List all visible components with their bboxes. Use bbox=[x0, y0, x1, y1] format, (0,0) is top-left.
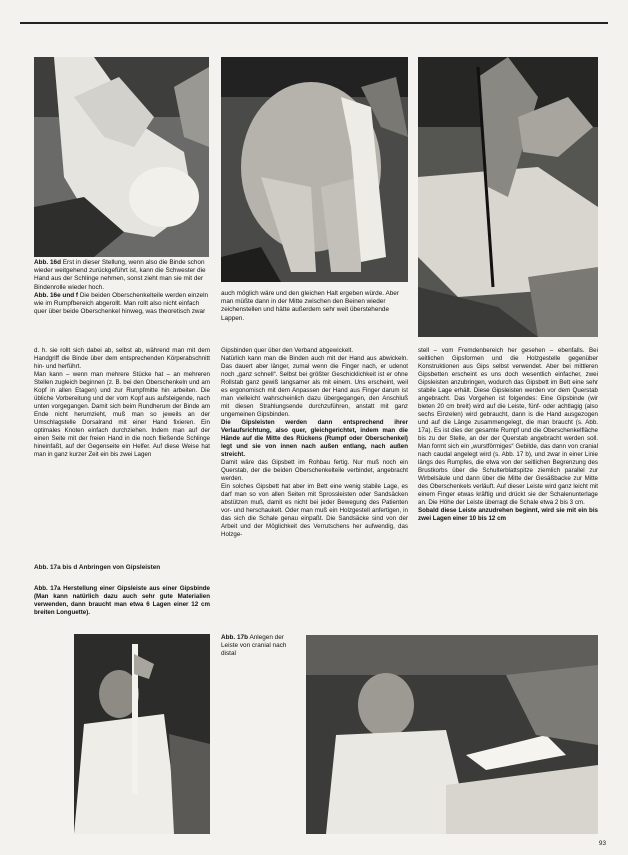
photo-fig17b bbox=[306, 635, 598, 834]
photo-fig16e bbox=[221, 57, 408, 282]
caption-fig17b-label: Abb. 17b bbox=[221, 634, 248, 641]
text-column-2 bbox=[221, 347, 408, 539]
text-column-3 bbox=[418, 347, 598, 523]
caption-fig16e-cont: auch möglich wäre und den gleichen Halt ergeben würde. Aber man müßte dann in der Mitte zwischen den Beinen wieder zeichenstellen und hätte außerdem sehr weit überstehende Lappen. bbox=[221, 290, 399, 322]
col2-para3: Die Gipsleisten werden dann entsprechend ihrer Verlaufsrichtung, also quer, gleichgerichtet, indem man die Hände auf die Mitte des Rückens (Rumpf oder Oberschenkel) legt und sie von innen nach außen entlang, nach außen streicht. bbox=[221, 419, 408, 458]
col3-para1: stell – vom Fremdenbereich her gesehen – ebenfalls. Bei seitlichen Gipsformen und die Holzgestelle gegenüber Konstruktionen aus Gips selbst verwendet. Aber bei mittleren Gipsbetten erscheint es uns doch wesentlich einfacher, zwei Gipsleisten anzubringen, wodurch das Gipsbett im Bett eine sehr stabile Lage erhält. Diese Gipsleisten werden vor dem Querstab angebracht. Das Vorgehen ist folgendes: Eine Gipsbinde (wir bieten 20 cm breit) wird auf die Leiste, fünf- oder achtlagig (also sechs Einzelen) wird gebraucht, dann is die Hand ausgezogen und auf die Länge zusammengelegt, die man braucht (s. Abb. 17a). Es ist dies der gesamte Rumpf und die Oberschenkelfläche bis zu der Stelle, an der der Querstab angebracht werden soll. Man formt sich ein „wurstförmiges“ Gebilde, das dann von cranial nach caudal angelegt wird (s. Abb. 17 b), und zwar in einer Linie längs des Rumpfes, die etwa von der seitlichen Begrenzung des Brustkorbs über die Schulterblattspitze ziemlich parallel zur Wirbelsäule und dann über die Mitte der Gesäßbacke zur Mitte des Oberschenkels verläuft. Auf dieser Leiste wird ganz leicht mit einem Finger etwas kräftig und drückt sie der Schalenunterlage an. Die Höhe der Leiste überragt die Schale etwa 2 bis 3 cm. bbox=[418, 347, 598, 506]
caption-fig17b bbox=[221, 634, 301, 659]
top-rule bbox=[20, 22, 608, 24]
col2-para2: Natürlich kann man die Binden auch mit der Hand aus abwickeln. Das dauert aber länger, zumal wenn die Finger nach, er udenot noch „ganz schnell“. Selbst bei größter Geschicklichkeit ist er ohne Rollstab ganz gewiß langsamer als mit einem. Uns erscheint, weil es ergonomisch mit dem Anpassen der Hand aus Finger darum ist man vielleicht wahrscheinlich dazu übergegangen, den Anschluß mit diesen Strahlungsende durchzuführen, anstatt mit ganz ungemeinen Gipsbinden. bbox=[221, 355, 408, 418]
page-number: 93 bbox=[598, 840, 606, 847]
photo-fig16d bbox=[34, 57, 209, 257]
col2-para5: Ein solches Gipsbett hat aber im Bett eine wenig stabile Lage, es darf man so von allen Seiten mit Sprossleisten oder Sandsäcken abstützen muß, damit es nicht bei jeder Bewegung des Patienten vor- und herschaukelt. Oder man muß ein Holzgestell anfertigen, in das sich die Schale genau einpaßt. Die Sandsäcke sind von der Arbeit und der Möglichkeit des Verrutschens her aufwendig, das Holzge- bbox=[221, 483, 408, 538]
col1-para3: Abb. 17a Herstellung einer Gipsleiste aus einer Gipsbinde (Man kann natürlich dazu auch sehr gute Materialien verwenden, dann braucht man etwa 6 Lagen einer 12 cm breiten Longuette). bbox=[34, 585, 210, 616]
col2-para4: Damit wäre das Gipsbett im Rohbau fertig. Nur muß noch ein Querstab, der die beiden Oberschenkelteile verbindet, angebracht werden. bbox=[221, 459, 408, 482]
caption-fig16d bbox=[34, 259, 210, 292]
caption-fig16e bbox=[34, 292, 210, 317]
section-heading-17: Abb. 17a bis d Anbringen von Gipsleisten bbox=[34, 564, 161, 571]
col3-para2: Sobald diese Leiste anzudrehen beginnt, wird sie mit ein bis zwei Lagen einer 10 bis 12 cm bbox=[418, 507, 598, 522]
caption-fig16d-text: Erst in dieser Stellung, wenn also die Binde schon wieder weitgehend zurückgeführt ist, kann die Schwester die Hand aus der Schlinge nehmen, sonst zieht man sie mit der Bindenrolle wieder hoch. bbox=[34, 259, 206, 291]
caption-fig17b-text: Anlegen der Leiste von cranial nach distal bbox=[221, 634, 287, 658]
caption-fig16d-label: Abb. 16d bbox=[34, 259, 61, 266]
col1-para1: d. h. sie rollt sich dabei ab, selbst ab, während man mit dem Handgriff die Binde über dem entsprechenden Körperabschnitt hin- und herführt. bbox=[34, 347, 210, 370]
text-column-1 bbox=[34, 347, 210, 459]
col1-para2: Man kann – wenn man mehrere Stücke hat – an mehreren Stellen zugleich beginnen (z. B. bei den Oberschenkeln und am Kopf in allen Etagen) und zur Rumpfmitte hin arbeiten. Die übliche Vorbereitung und der vom Kopf aus aufsteigende, nach unten vorgegangen. Damit sich beim Rundherum der Binde am Ende nicht herumzieht, muß man so jeweils an der Umschlagstelle Dorsalrand mit einer Hand fixieren. Ein optimales Knoten einfach durchziehen. Indem man auf der einen Seite mit der freien Hand in die noch fließende Schlinge hineinfaßt, auf der Gegenseite ein Helfer. Auf diese Weise hat man in ganz kurzer Zeit ein bis zwei Lagen bbox=[34, 371, 210, 458]
photo-fig17a bbox=[74, 634, 210, 834]
caption-fig16e-label: Abb. 16e und f bbox=[34, 292, 79, 299]
caption-fig16e-text: Die beiden Oberschenkelteile werden einzeln wie im Rumpfbereich abgerollt. Man rollt also nicht einfach quer über beide Oberschenkel hinweg, was theoretisch zwar bbox=[34, 292, 209, 316]
col2-para1: Gipsbinden quer über den Verband abgewickelt. bbox=[221, 347, 354, 354]
photo-fig16f bbox=[418, 57, 598, 337]
